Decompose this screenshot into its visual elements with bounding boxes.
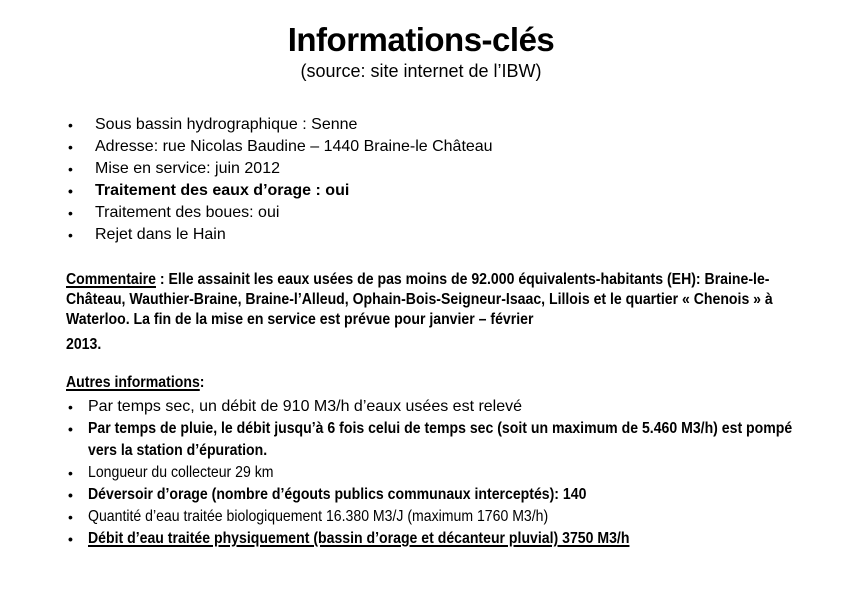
list-item xyxy=(64,114,802,136)
fact-text: Mise en service: juin 2012 xyxy=(95,160,280,177)
autres-list xyxy=(64,396,798,550)
list-item xyxy=(64,224,802,246)
autres-heading-label: Autres informations xyxy=(66,374,200,391)
fact-text: Traitement des eaux d’orage : oui xyxy=(95,182,350,199)
autres-item-text: • Par temps de pluie, le débit jusqu’à 6 fois celui de temps sec (soit un maximum de 5.460 M3/h) est pompé vers la station d’épuration. xyxy=(88,420,793,459)
autres-informations-heading xyxy=(66,373,786,393)
autres-item-text: • Longueur du collecteur 29 km xyxy=(88,464,274,481)
autres-item-text: • Quantité d’eau traitée biologiquement 16.380 M3/J (maximum 1760 M3/h) xyxy=(88,508,549,525)
list-item xyxy=(64,462,798,484)
list-item xyxy=(64,158,802,180)
list-item xyxy=(64,180,802,202)
subtitle: (source: site internet de l’IBW) xyxy=(300,61,542,81)
list-item xyxy=(64,528,798,550)
list-item xyxy=(64,202,802,224)
fact-text: Sous bassin hydrographique : Senne xyxy=(95,116,358,133)
list-item xyxy=(64,136,802,158)
list-item xyxy=(64,418,798,462)
commentaire-paragraph xyxy=(66,270,786,355)
commentaire-body: : Elle assainit les eaux usées de pas moins de 92.000 équivalents-habitants (EH): Braine-le-Château, Wauthier-Braine, Braine-l’Alleud, Ophain-Bois-Seigneur-Isaac, Lillois et le quartier « Chenois » à Waterloo. La fin de la mise en service est prévue pour janvier – février xyxy=(66,271,773,328)
commentaire-tail: 2013. xyxy=(66,336,102,353)
autres-item-text: • Déversoir d’orage (nombre d’égouts publics communaux interceptés): 140 xyxy=(88,486,587,503)
list-item xyxy=(64,506,798,528)
fact-text: Adresse: rue Nicolas Baudine – 1440 Braine-le Château xyxy=(95,138,493,155)
list-item xyxy=(64,396,798,418)
fact-text: Traitement des boues: oui xyxy=(95,204,280,221)
autres-heading-colon: : xyxy=(199,374,205,391)
autres-item-text: • Débit d’eau traitée physiquement (bassin d’orage et décanteur pluvial) 3750 M3/h xyxy=(88,530,630,547)
commentaire-text xyxy=(66,270,786,355)
list-item xyxy=(64,484,798,506)
fact-text: Rejet dans le Hain xyxy=(95,226,226,243)
facts-list xyxy=(64,114,802,246)
commentaire-label: Commentaire xyxy=(66,271,156,288)
page-title: Informations-clés xyxy=(287,21,555,58)
autres-item-text: Par temps sec, un débit de 910 M3/h d’eaux usées est relevé xyxy=(88,398,523,415)
autres-heading-text xyxy=(66,373,786,393)
